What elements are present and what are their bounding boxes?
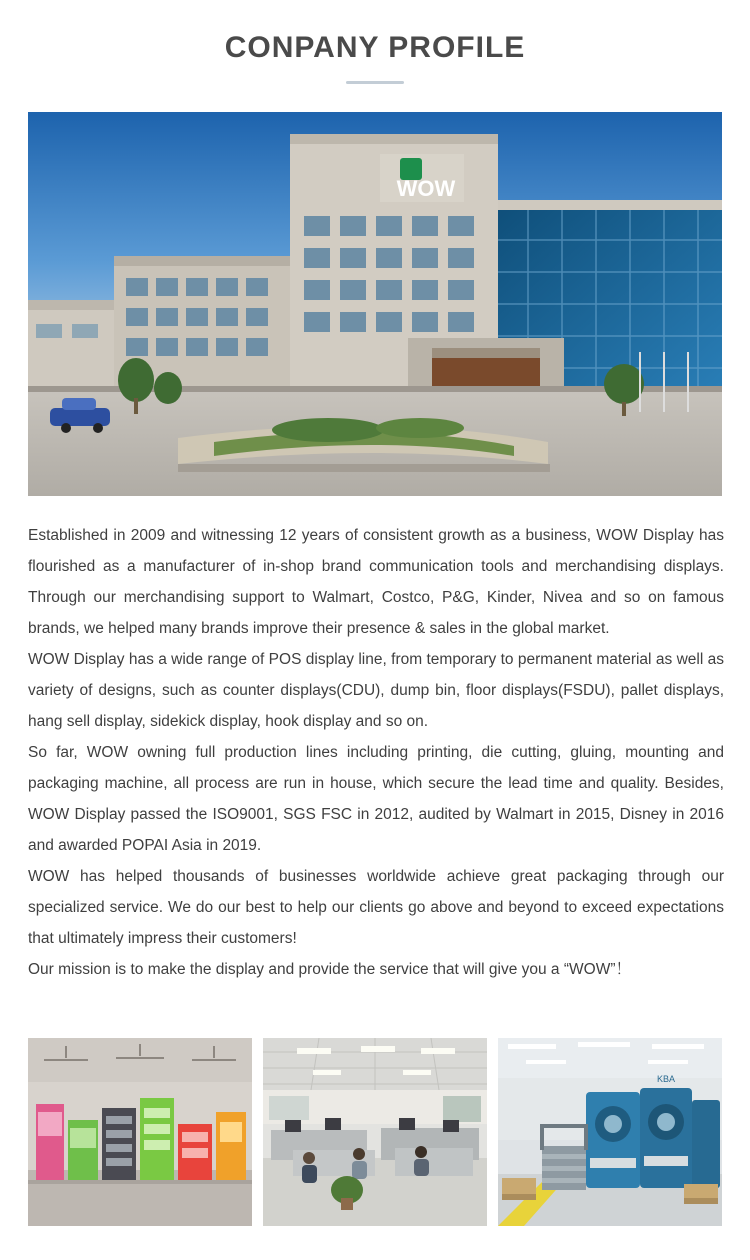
- svg-text:WOW: WOW: [396, 176, 456, 201]
- hero-image-headquarters: [28, 112, 722, 496]
- showroom-displays-photo: [28, 1038, 252, 1226]
- paragraph-2: WOW Display has a wide range of POS display line, from temporary to permanent material as well as variety of designs, such as counter displays(CDU), dump bin, floor displays(FSDU), pallet displays, hang sell display, sidekick display, hook display and so on.: [28, 651, 724, 730]
- paragraph-1: Established in 2009 and witnessing 12 years of consistent growth as a business, WOW Display has flourished as a manufacturer of in-shop brand communication tools and merchandising displays. Through our merchandising support to Walmart, Costco, P&G, Kinder, Nivea and so on famous brands, we helped many brands improve their presence & sales in the global market.: [28, 527, 724, 637]
- profile-body-text: [28, 520, 724, 985]
- facility-gallery: [28, 1038, 722, 1226]
- page-title: CONPANY PROFILE: [224, 31, 526, 64]
- printing-machine-photo: [498, 1038, 722, 1226]
- title-divider: [346, 81, 404, 84]
- paragraph-4: WOW has helped thousands of businesses worldwide achieve great packaging through our specialized service. We do our best to help our clients go above and beyond to exceed expectations that ultimately impress their customers!: [28, 868, 724, 947]
- svg-text:KBA: KBA: [656, 1074, 676, 1084]
- paragraph-3: So far, WOW owning full production lines including printing, die cutting, gluing, mounting and packaging machine, all process are run in house, which secure the lead time and quality. Besides, WOW Display passed the ISO9001, SGS FSC in 2012, audited by Walmart in 2015, Disney in 2016 and awarded POPAI Asia in 2019.: [28, 744, 724, 854]
- paragraph-5: Our mission is to make the display and provide the service that will give you a “WOW”！: [28, 961, 632, 978]
- office-workspace-photo: [263, 1038, 487, 1226]
